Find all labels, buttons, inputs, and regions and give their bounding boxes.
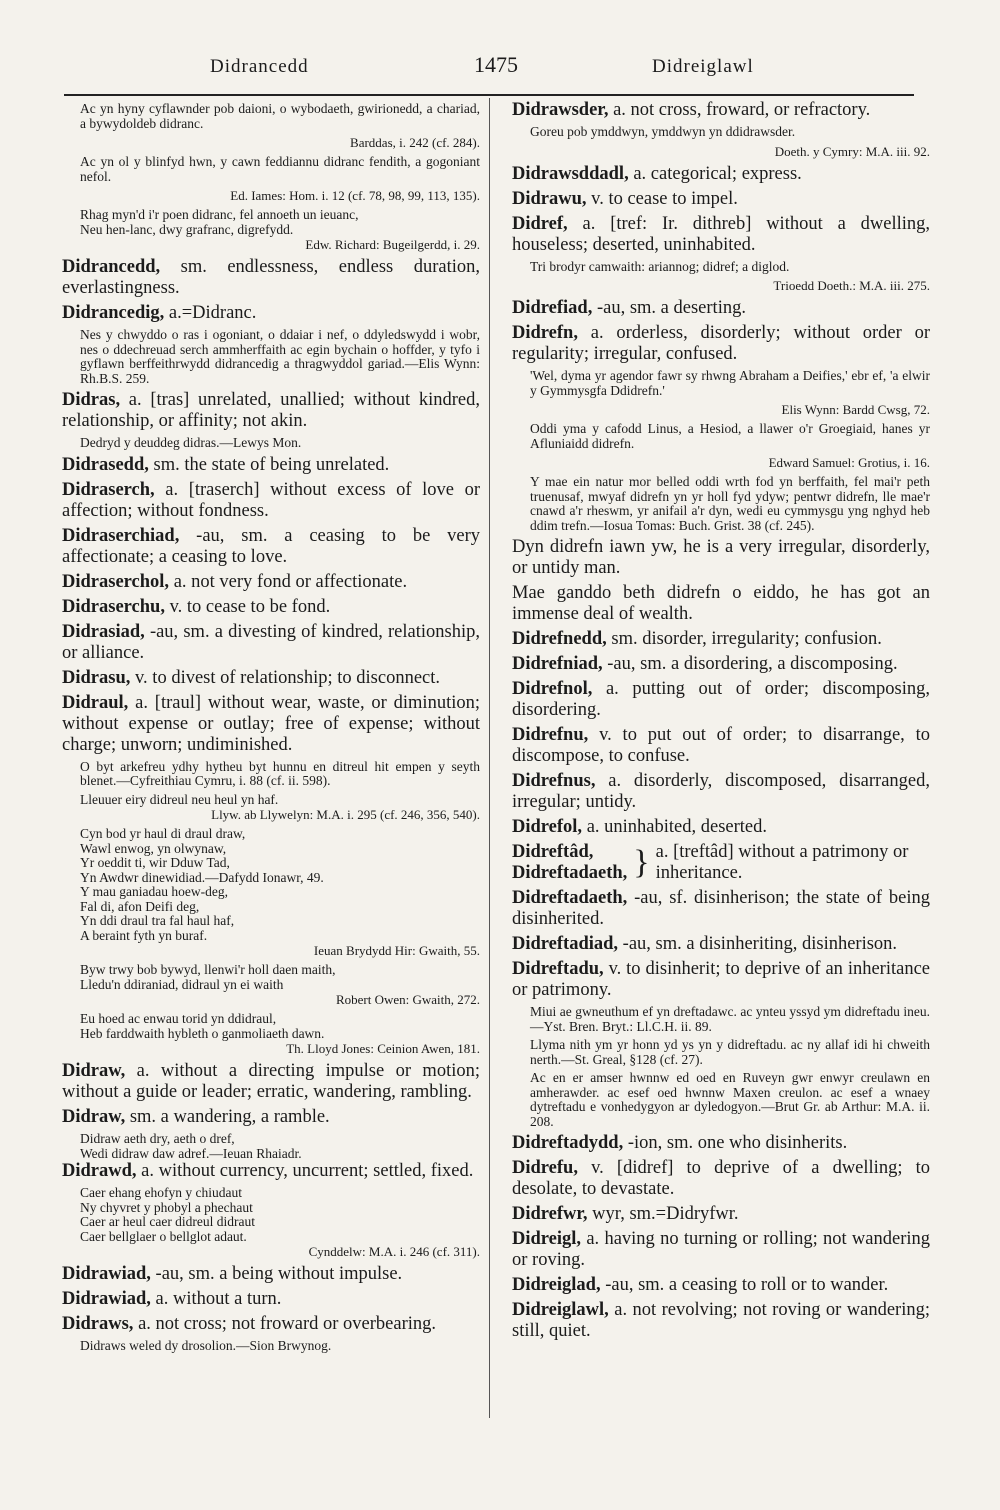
definition: a. categorical; express.: [628, 163, 802, 184]
quotation: Y mau ganiadau hoew-deg,: [80, 884, 228, 899]
citation-source: Cynddelw: M.A. i. 246 (cf. 311).: [308, 1244, 480, 1259]
citation-source: Th. Lloyd Jones: Ceinion Awen, 181.: [286, 1041, 480, 1056]
quotation: 'Wel, dyma yr agendor fawr sy rhwng Abraham a Deifies,' ebr ef, 'a elwir y Gymmysgfa Ddidrefn.': [530, 368, 930, 398]
citation-source: Ieuan Brydydd Hir: Gwaith, 55.: [313, 943, 480, 958]
dictionary-entry: [512, 100, 930, 121]
definition: sm. the state of being unrelated.: [148, 454, 390, 475]
headword: Didraserchiad,: [62, 525, 180, 546]
dictionary-entry: [62, 303, 480, 324]
headword: Didreftadydd,: [512, 1133, 624, 1153]
page-number: 1475: [474, 52, 518, 77]
dictionary-entry: [512, 1133, 930, 1154]
definition: -au, sm. a disinheriting, disinherison.: [618, 934, 898, 954]
dictionary-entry: [512, 959, 930, 1001]
headword: Didras,: [62, 390, 121, 410]
dictionary-entry: [512, 629, 930, 650]
dictionary-entry: [512, 583, 930, 625]
definition: a. [traserch] without excess of love or affection; without fondness.: [62, 479, 480, 521]
dictionary-entry: [62, 257, 480, 299]
dictionary-entry: [512, 298, 930, 319]
headword: Didreftâd,: [512, 842, 594, 862]
headword: Didrancedd,: [62, 257, 161, 277]
citation-source: Robert Owen: Gwaith, 272.: [335, 992, 480, 1007]
quotation: Caer bellglaer o bellglot adaut.: [80, 1228, 247, 1244]
definition: a. orderless, disorderly; without order or regularity; irregular, confused.: [512, 323, 930, 364]
left-column: [62, 100, 480, 1358]
headword: Didrefiad,: [512, 298, 593, 318]
dictionary-entry: [512, 1275, 930, 1296]
headword: Didrefnedd,: [512, 629, 607, 649]
quotation: Eu hoed ac enwau torid yn ddidraul,: [80, 1011, 277, 1026]
headword: Didraw,: [62, 1061, 126, 1081]
dictionary-entry: [62, 572, 480, 593]
dictionary-entry: [512, 1229, 930, 1271]
citation-source: Doeth. y Cymry: M.A. iii. 92.: [774, 143, 930, 159]
quotation: Goreu pob ymddwyn, ymddwyn yn ddidrawsder.: [530, 124, 796, 139]
definition: -ion, sm. one who disinherits.: [623, 1133, 848, 1153]
dictionary-entry: [62, 1061, 480, 1103]
dictionary-entry: [512, 189, 930, 210]
definition: v. to cease to impel.: [586, 188, 738, 209]
headword: Didrefnus,: [512, 771, 596, 791]
headword: Didrawiad,: [62, 1264, 151, 1284]
citation-source: Ed. Iames: Hom. i. 12 (cf. 78, 98, 99, 113, 135).: [230, 188, 480, 203]
headword: Didraw,: [62, 1107, 126, 1127]
headword: Didreftadiad,: [512, 934, 619, 954]
definition: a. without currency, uncurrent; settled, fixed.: [136, 1161, 474, 1181]
dictionary-entry: [62, 668, 480, 689]
dictionary-entry: [512, 654, 930, 675]
headword: Didrefol,: [512, 817, 583, 837]
citation-source: Elis Wynn: Bardd Cwsg, 72.: [781, 402, 930, 417]
headword: Didrawsddadl,: [512, 163, 629, 184]
quotation: Wedi didraw daw adref.—Ieuan Rhaiadr.: [80, 1145, 302, 1161]
headword: Didrawsder,: [512, 100, 609, 120]
headword: Didrasiad,: [62, 621, 145, 642]
definition: a. [tref: Ir. dithreb] without a dwelling, houseless; deserted, uninhabited.: [512, 213, 930, 255]
quotation: Byw trwy bob bywyd, llenwi'r holl daen maith,: [80, 962, 336, 977]
definition: a. not revolving; not roving or wandering; still, quiet.: [512, 1300, 930, 1341]
dictionary-entry: [62, 693, 480, 756]
definition: -au, sm. a ceasing to roll or to wander.: [600, 1275, 889, 1295]
headword: Didreiglad,: [512, 1275, 601, 1295]
quotation: Nes y chwyddo o ras i ogoniant, o ddaiar i nef, o ddyledswydd i wobr, nes o ddechreuad serch ammherffaith ac egin bychain o hoffder, y tyfo i gyflawn berffeithrwydd didrancedig a thragwyddol gariad.—Elis Wynn: Rh.B.S. 259.: [80, 327, 480, 386]
definition: -au, sm. a divesting of kindred, relationship, or alliance.: [62, 621, 480, 663]
citation-source: Edward Samuel: Grotius, i. 16.: [768, 455, 930, 470]
right-column: [512, 100, 930, 1346]
dictionary-entry: [512, 214, 930, 256]
headword: Didrefnu,: [512, 725, 589, 745]
definition: wyr, sm.=Didryfwr.: [587, 1204, 739, 1224]
quotation: Dedryd y deuddeg didras.—Lewys Mon.: [80, 435, 302, 450]
definition: a.=Didranc.: [164, 303, 257, 323]
quotation: Heb farddwaith hybleth o ganmoliaeth dawn.: [80, 1025, 325, 1041]
dictionary-entry: [62, 622, 480, 664]
dictionary-entry: [512, 1300, 930, 1342]
dictionary-entry: [512, 679, 930, 721]
dictionary-entry: [512, 164, 930, 185]
quotation: Miui ae gwneuthum ef yn dreftadawc. ac ynteu yssyd ym didreftadu ineu.—Yst. Bren. Bryt.: Ll.C.H. ii. 89.: [530, 1004, 930, 1034]
quotation: Tri brodyr camwaith: ariannog; didref; a diglod.: [530, 258, 790, 274]
quotation: Rhag myn'd i'r poen didranc, fel annoeth un ieuanc,: [80, 207, 359, 222]
headword: Didreftadaeth,: [512, 888, 628, 908]
definition: a. without a directing impulse or motion; without a guide or leader; erratic, wandering, rambling.: [62, 1061, 480, 1102]
dictionary-entry: [62, 1289, 480, 1310]
header-left-guide-word: Didrancedd: [210, 56, 309, 77]
brace-mark: }: [633, 844, 650, 881]
dictionary-entry: [62, 1264, 480, 1285]
citation-source: Trioedd Doeth.: M.A. iii. 275.: [773, 278, 930, 293]
definition: a. uninhabited, deserted.: [582, 817, 767, 837]
definition: a. without a turn.: [150, 1289, 282, 1309]
quotation: Ac yn ol y blinfyd hwn, y cawn feddiannu didranc fendith, a gogoniant nefol.: [80, 154, 480, 184]
definition: v. to disinherit; to deprive of an inheritance or patrimony.: [512, 959, 930, 1000]
definition: a. having no turning or rolling; not wandering or roving.: [512, 1229, 930, 1270]
dictionary-entry: [62, 597, 480, 618]
quotation: A beraint fyth yn buraf.: [80, 927, 208, 943]
quotation: Ny chyvret y phobyl a phechaut: [80, 1199, 253, 1215]
headword: Didrasedd,: [62, 454, 149, 475]
quotation: Caer ar heul caer didreul didraut: [80, 1214, 256, 1229]
definition: -au, sm. a deserting.: [592, 298, 746, 318]
headword: Didrefniad,: [512, 654, 603, 674]
headword: Didreigl,: [512, 1229, 582, 1249]
definition: -au, sm. a ceasing to be very affectionate; a ceasing to love.: [62, 525, 480, 567]
headword: Didrefu,: [512, 1158, 578, 1178]
headword-pair: [512, 842, 627, 884]
quotation: Neu hen-lanc, dwy grafranc, digrefydd.: [80, 221, 294, 237]
definition: v. to put out of order; to disarrange, to discompose, to confuse.: [512, 725, 930, 766]
definition: -au, sf. disinherison; the state of being disinherited.: [512, 888, 930, 929]
definition: a. disorderly, discomposed, disarranged, irregular; untidy.: [512, 771, 930, 812]
headword: Didraul,: [62, 692, 129, 713]
page-header: [0, 52, 1000, 92]
dictionary-entry: [512, 1204, 930, 1225]
dictionary-entry: [62, 526, 480, 568]
definition: v. [didref] to deprive of a dwelling; to desolate, to devastate.: [512, 1158, 930, 1199]
dictionary-entry: [512, 323, 930, 365]
quotation: Caer ehang ehofyn y chiudaut: [80, 1185, 242, 1200]
quotation: Didraws weled dy drosolion.—Sion Brwynog.: [80, 1338, 332, 1353]
dictionary-entry: [512, 725, 930, 767]
dictionary-entry: [512, 817, 930, 838]
headword: Didreftadaeth,: [512, 863, 628, 883]
header-rule: [64, 94, 914, 96]
quotation: Lleuuer eiry didreul neu heul yn haf.: [80, 791, 279, 807]
quotation: Yr oeddit ti, wir Dduw Tad,: [80, 855, 230, 870]
definition: Dyn didrefn iawn yw, he is a very irregular, disorderly, or untidy man.: [512, 537, 930, 578]
headword: Didrawu,: [512, 188, 587, 209]
headword: Didreiglawl,: [512, 1300, 609, 1320]
definition: v. to cease to be fond.: [164, 596, 331, 617]
definition: v. to divest of relationship; to disconnect.: [130, 667, 441, 688]
quotation: Ac en er amser hwnnw ed oed en Ruveyn gwr enwyr creulawn en amherawder. ac esef oed hwnnw Maxen creulon. ac esef a wnaey dytreftadu e vonhedygyon ar dyledogyon.—Brut Gr. ab Arthur: M.A. ii. 208.: [530, 1070, 930, 1129]
header-right-guide-word: Didreiglawl: [652, 56, 754, 77]
headword: Didrefn,: [512, 323, 578, 343]
headword: Didrasu,: [62, 667, 131, 688]
quotation: O byt arkefreu ydhy hytheu byt hunnu en ditreul hit empen y seyth blenet.—Cyfreithiau Cymru, i. 88 (cf. ii. 598).: [80, 758, 480, 788]
headword: Didrawiad,: [62, 1289, 151, 1309]
quotation: Lledu'n ddiraniad, didraul yn ei waith: [80, 976, 284, 992]
headword: Didraserchol,: [62, 571, 170, 592]
headword: Didref,: [512, 213, 568, 234]
headword: Didrancedig,: [62, 303, 165, 323]
quotation: Llyma nith ym yr honn yd ys yn y didreftadu. ac ny allaf idi hi chweith nerth.—St. Greal, §128 (cf. 27).: [530, 1037, 930, 1067]
dictionary-entry: [62, 390, 480, 432]
dictionary-entry: [512, 1158, 930, 1200]
citation-source: Llyw. ab Llywelyn: M.A. i. 295 (cf. 246, 356, 540).: [211, 807, 480, 822]
headword: Didrawd,: [62, 1161, 137, 1181]
definition: a. not cross, froward, or refractory.: [608, 100, 871, 120]
dictionary-entry: [62, 1107, 480, 1128]
dictionary-entry: [512, 771, 930, 813]
column-divider: [489, 98, 490, 1418]
quotation: Wawl enwog, yn olwynaw,: [80, 840, 227, 856]
headword: Didrefwr,: [512, 1204, 588, 1224]
definition: sm. a wandering, a ramble.: [125, 1107, 330, 1127]
quotation: Oddi yma y cafodd Linus, a Hesiod, a llawer o'r Groegiaid, hanes yr Afluniaidd didrefn.: [530, 421, 930, 451]
quotation: Fal di, afon Deifi deg,: [80, 898, 200, 914]
definition: Mae ganddo beth didrefn o eiddo, he has got an immense deal of wealth.: [512, 583, 930, 624]
dictionary-entry: [62, 1314, 480, 1335]
definition: sm. endlessness, endless duration, everlastingness.: [62, 257, 480, 298]
headword: Didrefnol,: [512, 679, 593, 699]
citation-source: Edw. Richard: Bugeilgerdd, i. 29.: [305, 237, 480, 252]
definition: -au, sm. a disordering, a discomposing.: [602, 654, 898, 674]
quotation: Yn Awdwr dinewidiad.—Dafydd Ionawr, 49.: [80, 869, 324, 885]
dictionary-entry: [62, 455, 480, 476]
quotation: Didraw aeth dry, aeth o dref,: [80, 1131, 235, 1146]
definition: a. not very fond or affectionate.: [169, 571, 408, 592]
headword: Didraserchu,: [62, 596, 165, 617]
quotation: Yn ddi draul tra fal haul haf,: [80, 913, 235, 928]
definition: a. [traul] without wear, waste, or diminution; without expense or outlay; free of expense; without charge; unworn; undiminished.: [62, 692, 480, 755]
definition: sm. disorder, irregularity; confusion.: [606, 629, 882, 649]
dictionary-entry: [62, 1161, 480, 1182]
quotation: Y mae ein natur mor belled oddi wrth fod yn berffaith, fel mai'r peth truenusaf, mwyaf didrefn yn yr holl fyd ydyw; pentwr didrefn, lle mae'r cnawd a'r rheswm, yr anifail a'r dyn, wedi eu cymmysgu yng nghyd heb ddim trefn.—Iosua Tomas: Buch. Grist. 38 (cf. 245).: [530, 474, 930, 533]
headword: Didraws,: [62, 1314, 134, 1334]
dictionary-entry-pair: [512, 842, 930, 884]
quotation: Ac yn hyny cyflawnder pob daioni, o wybodaeth, gwirionedd, a chariad, a bywydoldeb didranc.: [80, 101, 480, 131]
definition: a. putting out of order; discomposing, disordering.: [512, 679, 930, 720]
definition: a. not cross; not froward or overbearing.: [133, 1314, 437, 1334]
dictionary-entry: [512, 934, 930, 955]
dictionary-entry: [512, 888, 930, 930]
definition: a. [tras] unrelated, unallied; without kindred, relationship, or affinity; not akin.: [62, 390, 480, 431]
quotation: Cyn bod yr haul di draul draw,: [80, 826, 246, 841]
headword: Didraserch,: [62, 479, 155, 500]
dictionary-entry: [512, 537, 930, 579]
citation-source: Barddas, i. 242 (cf. 284).: [350, 135, 480, 150]
headword: Didreftadu,: [512, 959, 604, 979]
dictionary-entry: [62, 480, 480, 522]
definition: -au, sm. a being without impulse.: [150, 1264, 403, 1284]
definition: a. [treftâd] without a patrimony or inheritance.: [655, 842, 909, 883]
